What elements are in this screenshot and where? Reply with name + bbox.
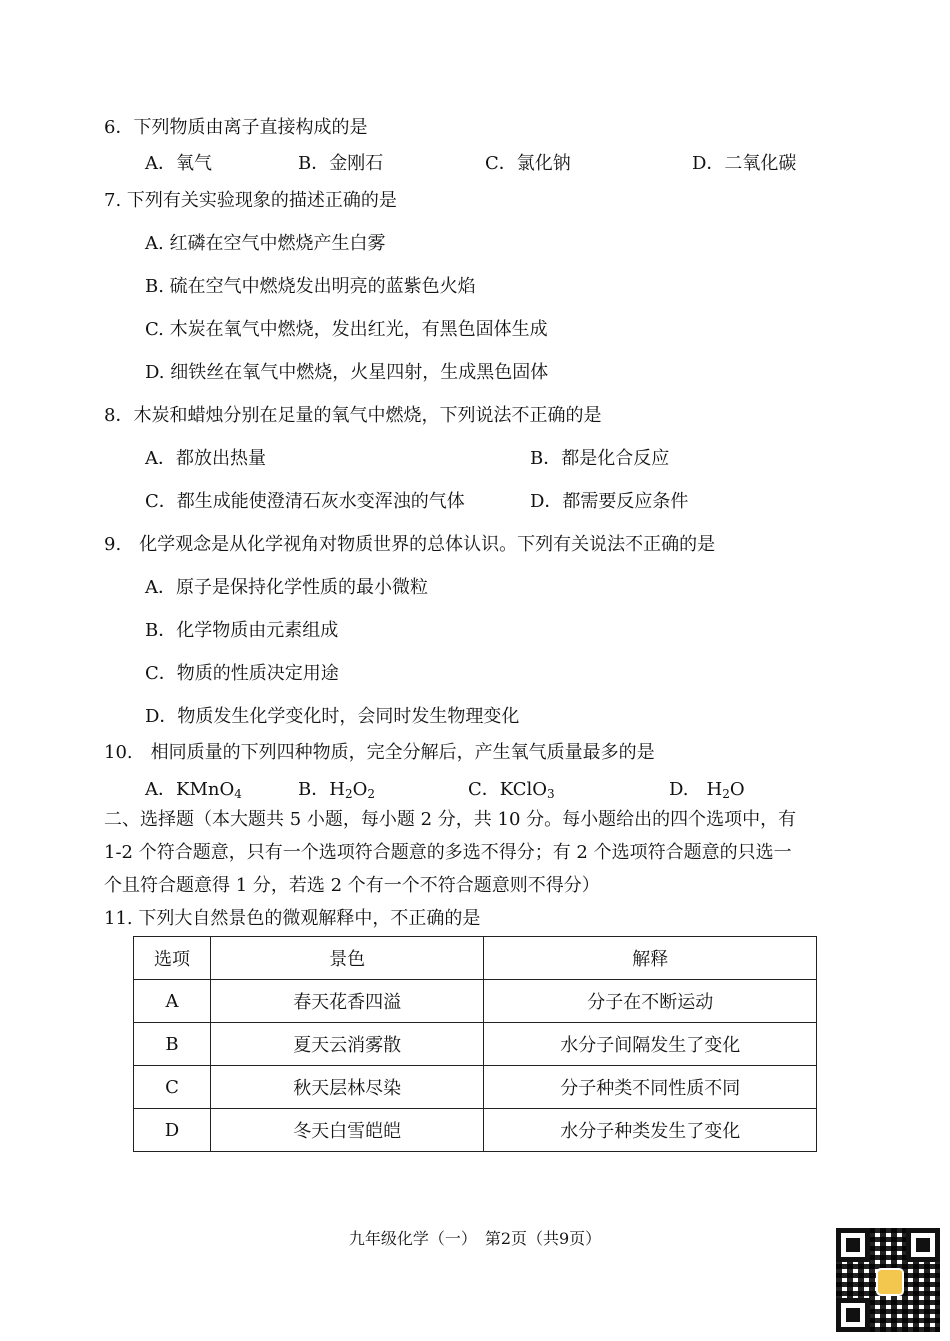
q11-stem: 11. 下列大自然景色的微观解释中，不正确的是 xyxy=(104,908,481,929)
q7-option-c: C. 木炭在氧气中燃烧，发出红光，有黑色固体生成 xyxy=(145,319,548,340)
table-header-cell: 选项 xyxy=(134,937,211,980)
table-row xyxy=(134,980,817,1023)
table-cell: 秋天层林尽染 xyxy=(210,1066,484,1109)
table-cell: D xyxy=(134,1109,211,1152)
section2-line2: 1-2 个符合题意，只有一个选项符合题意的多选不得分；有 2 个选项符合题意的只选一 xyxy=(104,842,792,863)
q6-option-a: A．氧气 xyxy=(145,153,212,174)
section2-line1: 二、选择题（本大题共 5 小题，每小题 2 分，共 10 分。每小题给出的四个选项中，有 xyxy=(104,809,797,830)
table-header-cell: 解释 xyxy=(484,937,817,980)
table-cell: 水分子种类发生了变化 xyxy=(484,1109,817,1152)
table-row xyxy=(134,1109,817,1152)
qr-code xyxy=(836,1228,940,1332)
table-row xyxy=(134,1023,817,1066)
q7-option-a: A. 红磷在空气中燃烧产生白雾 xyxy=(145,233,386,254)
q6-option-b: B．金刚石 xyxy=(298,153,384,174)
table-cell: 春天花香四溢 xyxy=(210,980,484,1023)
q9-option-a: A．原子是保持化学性质的最小微粒 xyxy=(145,577,428,598)
q9-option-b: B．化学物质由元素组成 xyxy=(145,620,339,641)
q10-option-d: D. $H_2O$ xyxy=(669,779,745,801)
q6-option-c: C．氯化钠 xyxy=(485,153,571,174)
q8-option-d: D．都需要反应条件 xyxy=(530,491,689,512)
table-header-cell: 景色 xyxy=(210,937,484,980)
table-cell: 水分子间隔发生了变化 xyxy=(484,1023,817,1066)
table-row xyxy=(134,1066,817,1109)
table-header-row xyxy=(134,937,817,980)
table-cell: 分子在不断运动 xyxy=(484,980,817,1023)
q9-option-d: D．物质发生化学变化时，会同时发生物理变化 xyxy=(145,706,520,727)
table-cell: 冬天白雪皑皑 xyxy=(210,1109,484,1152)
table-cell: A xyxy=(134,980,211,1023)
table-cell: C xyxy=(134,1066,211,1109)
q10-stem: 10. 相同质量的下列四种物质，完全分解后，产生氧气质量最多的是 xyxy=(104,742,655,763)
q6-option-d: D．二氧化碳 xyxy=(692,153,797,174)
q8-option-b: B．都是化合反应 xyxy=(530,448,670,469)
table-cell: 分子种类不同性质不同 xyxy=(484,1066,817,1109)
q6-stem: 6．下列物质由离子直接构成的是 xyxy=(104,117,368,138)
table-cell: 夏天云消雾散 xyxy=(210,1023,484,1066)
page-footer: 九年级化学（一） 第2页（共9页） xyxy=(348,1229,602,1248)
q10-option-c: C．KClO$_3$ xyxy=(468,779,555,801)
q9-stem: 9. 化学观念是从化学视角对物质世界的总体认识。下列有关说法不正确的是 xyxy=(104,534,716,555)
q10-option-b: B．$H_2O_2$ xyxy=(298,779,375,801)
q8-option-a: A．都放出热量 xyxy=(145,448,266,469)
q11-table xyxy=(133,936,817,1152)
q7-option-d: D. 细铁丝在氧气中燃烧，火星四射，生成黑色固体 xyxy=(145,362,549,383)
lock-icon xyxy=(876,1268,904,1296)
q7-stem: 7. 下列有关实验现象的描述正确的是 xyxy=(104,190,397,211)
q7-option-b: B. 硫在空气中燃烧发出明亮的蓝紫色火焰 xyxy=(145,276,476,297)
section2-line3: 个且符合题意得 1 分，若选 2 个有一个不符合题意则不得分） xyxy=(104,875,600,896)
q8-stem: 8．木炭和蜡烛分别在足量的氧气中燃烧，下列说法不正确的是 xyxy=(104,405,602,426)
q9-option-c: C．物质的性质决定用途 xyxy=(145,663,339,684)
table-cell: B xyxy=(134,1023,211,1066)
q10-option-a: A．KMnO$_4$ xyxy=(145,779,242,801)
q8-option-c: C．都生成能使澄清石灰水变浑浊的气体 xyxy=(145,491,465,512)
